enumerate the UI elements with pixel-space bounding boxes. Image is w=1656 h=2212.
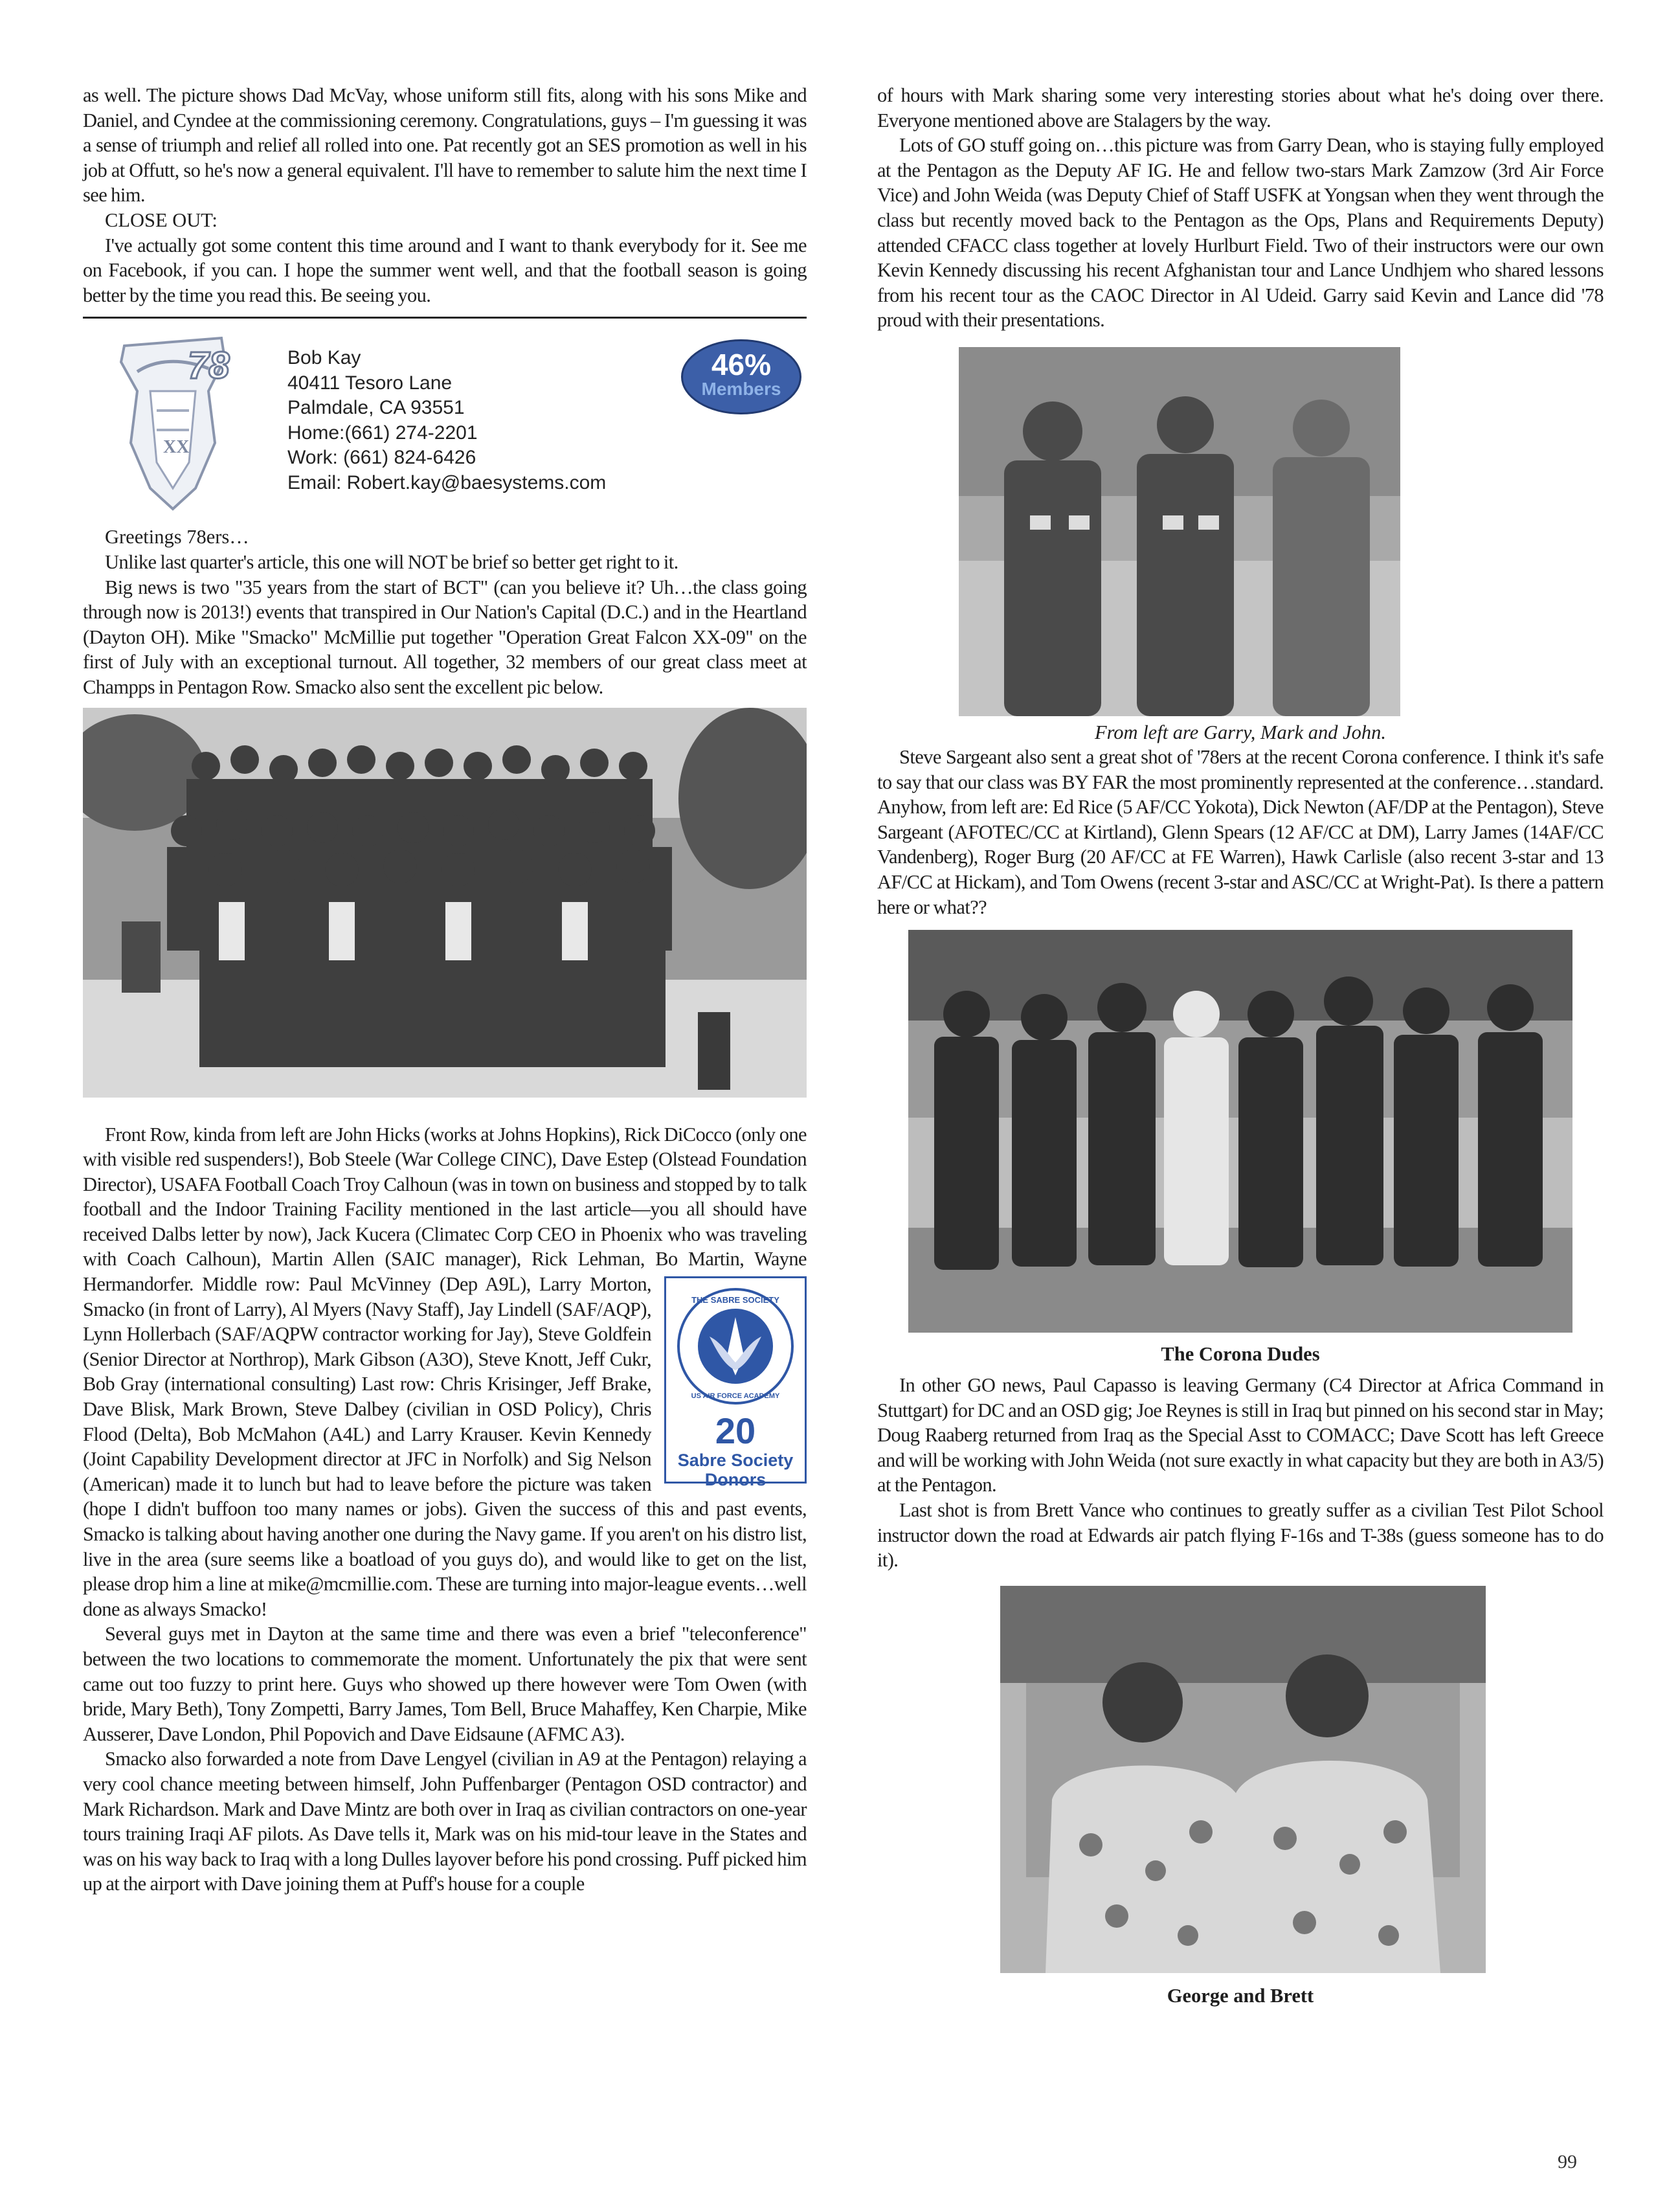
contact-email[interactable]: Email: Robert.kay@baesystems.com	[287, 471, 607, 493]
right-continuation: of hours with Mark sharing some very interesting stories about what he's doing over there. Everyone mentioned above are Stalagers by the way.	[877, 84, 1604, 131]
intro-paragraph: as well. The picture shows Dad McVay, whose uniform still fits, along with his sons Mike and Daniel, and Cyndee at the commissioning ceremony. Congratulations, guys – I'm guessing it was a sense of triumph and relief all rolled into one. Pat recently got an SES promotion as well in his job at Offutt, so he's now a general equivalent. I'll have to remember to salute him the next time I see him.	[83, 84, 807, 207]
contact-street: 40411 Tesoro Lane	[287, 372, 453, 394]
group-photo-pentagon-row	[83, 708, 807, 1098]
close-out-paragraph: I've actually got some content this time around and I want to thank everybody for it. See me on Facebook, if you can. I hope the summer went well, and that the football season is going better by the time you read this. Be seeing you.	[83, 234, 807, 306]
corona-paragraph: Steve Sargeant also sent a great shot of '78ers at the recent Corona conference. I think it's safe to say that our class was BY FAR the most prominently represented at the conference…standard. Anyhow, from left are: Ed Rice (5 AF/CC Yokota), Dick Newton (AF/DP at the Pentagon), Steve Sargeant (AFOTEC/CC at Kirtland), Glenn Spears (12 AF/CC at DM), Larry James (14AF/CC Vandenberg), Roger Burg (20 AF/CC at FE Warren), Hawk Carlisle (also recent 3-star and 13 AF/CC at Hickam), and Tom Owens (recent 3-star and ASC/CC at Wright-Pat). Is there a pattern here or what??	[877, 745, 1604, 918]
sabre-label-line2: Donors	[704, 1469, 766, 1489]
members-label: Members	[701, 379, 781, 400]
sabre-society-badge	[664, 1276, 807, 1489]
sabre-ring-text: THE SABRE SOCIETY	[691, 1294, 779, 1305]
section-divider	[83, 317, 807, 319]
close-out-heading: CLOSE OUT:	[105, 209, 218, 231]
contact-work-phone: Work: (661) 824-6426	[287, 447, 476, 469]
caption-garry-mark-john: From left are Garry, Mark and John.	[1094, 721, 1387, 743]
sabre-label-line1: Sabre Society	[677, 1450, 794, 1470]
sabre-academy-text: US AIR FORCE ACADEMY	[691, 1392, 780, 1400]
caption-george-and-brett: George and Brett	[1167, 1984, 1314, 2007]
page-number: 99	[1558, 2151, 1577, 2172]
contact-name: Bob Kay	[287, 347, 361, 369]
class-crest-logo	[111, 333, 234, 514]
front-row-paragraph: Front Row, kinda from left are John Hicks (works at Johns Hopkins), Rick DiCocco (only one with visible red suspenders!), Bob Steele (War College CINC), Dave Estep (Olstead Foundation Director), USAFA Football Coach Troy Calhoun (was in town on business and stopped by to talk football and the Indoor Training Facility mentioned in the last article—you all should have received Dalbs letter by now), Jack Kucera (Climatec Corp CEO in Phoenix who was traveling with Coach Calhoun), Martin Allen (SAIC manager), Rick Lehman, Bo Martin, Wayne Hermandorfer. Middle row: Paul McVinney (Dep A9L), Larry Morton, Smacko (in front of Larry), Al Myers (Navy Staff), Jay Lindell (SAF/AQP), Lynn Hollerbach (SAF/AQPW contractor working for Jay), Steve Goldfein (Senior Director at Northrop), Mark Gibson (A3O), Steve Knott, Jeff Cukr, Bob Gray (international consulting) Last row: Chris Krisinger, Jeff Brake, Dave Blisk, Mark Brown, Steve Dalbey (civilian in OSD Policy), Chris Flood (Delta), Bob McMahon (A4L) and Larry Krauser. Kevin Kennedy (Joint Capability Development director at JFC in Norfolk) and Sig Nelson (American) made it to lunch but had to leave before the picture was taken (hope I didn't buffoon too many names or jobs). Given the success of this and past events, Smacko is talking about having another one during the Navy game. If you aren't on his distro list, live in the area (sure seems like a boatload of you guys do), and would like to get on the list, please drop him a line at mike@mcmillie.com. These are turning into major-league events…well done as always Smacko!	[83, 1123, 807, 1620]
contact-home-phone: Home:(661) 274-2201	[287, 422, 478, 444]
svg-text:XX: XX	[163, 437, 190, 458]
contact-city: Palmdale, CA 93551	[287, 397, 465, 419]
photo-george-and-brett	[1000, 1586, 1486, 1973]
lengyel-paragraph: Smacko also forwarded a note from Dave Lengyel (civilian in A9 at the Pentagon) relaying a very cool chance meeting between himself, John Puffenbarger (Pentagon OSD contractor) and Mark Richardson. Mark and Dave Mintz are both over in Iraq as civilian contractors on one-year tours training Iraqi AF pilots. As Dave tells it, Mark was on his mid-tour leave in the States and was on his way back to Iraq with a long Dulles layover before his pond crossing. Puff picked him up at the airport with Dave joining them at Puff's house for a couple	[83, 1748, 807, 1895]
photo-garry-mark-john	[959, 347, 1400, 716]
go-stuff-paragraph: Lots of GO stuff going on…this picture was from Garry Dean, who is staying fully employed at the Pentagon as the Deputy AF IG. He and fellow two-stars Mark Zamzow (3rd Air Force Vice) and John Weida (was Deputy Chief of Staff USFK at Yongsan when they went through the class but recently moved back to the Pentagon as the Ops, Plans and Requirements Deputy) attended CFACC class together at lovely Hurlburt Field. Two of their instructors were our own Kevin Kennedy discussing his recent Afghanistan tour and Lance Undhjem who shared lessons from his recent tour as the CAOC Director in Al Udeid. Garry said Kevin and Lance did '78 proud with their presentations.	[877, 134, 1604, 332]
dayton-paragraph: Several guys met in Dayton at the same time and there was even a brief "teleconference" between the two locations to commemorate the moment. Unfortunately the pix that were sent came out too fuzzy to print here. Guys who showed up there however were Tom Owen (with bride, Mary Beth), Tony Zompetti, Barry James, Tom Bell, Bruce Mahaffey, Ken Charpie, Mike Ausserer, Dave London, Phil Popovich and Dave Eidsaune (AFMC A3).	[83, 1623, 807, 1745]
sabre-donor-count: 20	[715, 1410, 756, 1451]
greeting: Greetings 78ers…	[105, 526, 249, 548]
front-row-section	[83, 1122, 807, 1622]
paragraph-brief: Unlike last quarter's article, this one will NOT be brief so better get right to it.	[105, 550, 678, 573]
members-percent: 46%	[711, 348, 772, 382]
paragraph-big-news: Big news is two "35 years from the start of BCT" (can you believe it? Uh…the class going through now is 2013!) events that transpired in Our Nation's Capital (D.C.) and in the Heartland (Dayton OH). Mike "Smacko" McMillie put together "Operation Great Falcon XX-09" on the first of July with an exceptional turnout. All together, 32 members of our great class meet at Champps in Pentagon Row. Smacko also sent the excellent pic below.	[83, 576, 807, 698]
go-news-paragraph: In other GO news, Paul Capasso is leaving Germany (C4 Director at Africa Command in Stuttgart) for DC and an OSD gig; Joe Reynes is still in Iraq but pinned on his second star in May; Doug Raaberg returned from Iraq as the Special Asst to COMACC; Dave Scott has left Greece and will be working with John Weida (not sure exactly in what capacity but they are both in A3/5) at the Pentagon.	[877, 1374, 1604, 1496]
contact-block	[83, 326, 807, 521]
right-column	[877, 83, 1604, 2008]
caption-corona-dudes: The Corona Dudes	[1161, 1343, 1320, 1366]
crest-number: 78	[188, 344, 230, 387]
photo-corona-dudes	[908, 930, 1572, 1333]
members-percent-badge	[681, 339, 801, 414]
left-column	[83, 83, 807, 1897]
contact-address	[287, 346, 606, 495]
brett-vance-paragraph: Last shot is from Brett Vance who continues to greatly suffer as a civilian Test Pilot School instructor down the road at Edwards air patch flying F-16s and T-38s (guess someone has to do it).	[877, 1499, 1604, 1572]
sabre-society-emblem-icon	[674, 1285, 797, 1408]
